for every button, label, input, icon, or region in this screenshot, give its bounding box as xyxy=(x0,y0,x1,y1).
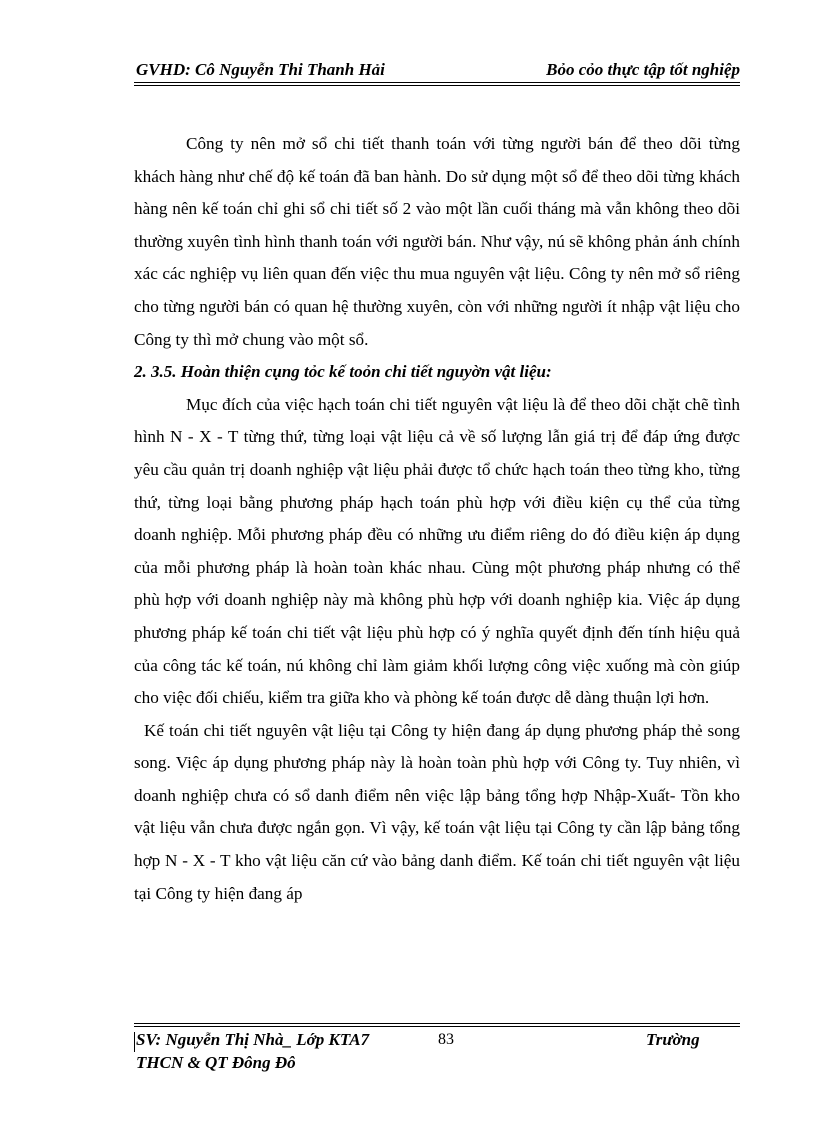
section-heading: 2. 3.5. Hoàn thiện cụng tỏc kế toỏn chi tiết nguyờn vật liệu: xyxy=(134,362,552,382)
footer-school: Trường xyxy=(646,1030,700,1049)
paragraph-1: Công ty nên mở sổ chi tiết thanh toán với từng người bán để theo dõi từng khách hàng như chế độ kế toán đã ban hành. Do sử dụng một sổ để theo dõi từng khách hàng nên kế toán chỉ ghi sổ chi tiết số 2 vào một lần cuối tháng mà vẫn không theo dõi thường xuyên tình hình thanh toán với người bán. Như vậy, nú sẽ không phản ánh chính xác các nghiệp vụ liên quan đến việc thu mua nguyên vật liệu. Công ty nên mở sổ riêng cho từng người bán có quan hệ thường xuyên, còn với những người ít nhập vật liệu cho Công ty thì mở chung vào một sổ. xyxy=(134,134,740,349)
footer-bar xyxy=(134,1032,135,1052)
document-body xyxy=(134,128,740,910)
page-number: 83 xyxy=(438,1031,454,1048)
footer-rule-thin xyxy=(134,1023,740,1024)
footer-school-name: THCN & QT Đông Đô xyxy=(136,1053,296,1072)
header-rule-thin xyxy=(134,85,740,86)
page-header xyxy=(134,58,740,82)
paragraph-2: Mục đích của việc hạch toán chi tiết nguyên vật liệu là để theo dõi chặt chẽ tình hình N - X - T từng thứ, từng loại vật liệu cả về số lượng lẫn giá trị để đáp ứng được yêu cầu quản trị doanh nghiệp vật liệu phải được tổ chức hạch toán theo từng kho, từng thứ, từng loại bằng phương pháp hạch toán phù hợp với điều kiện cụ thể của từng doanh nghiệp. Mỗi phương pháp đều có những ưu điểm riêng do đó điều kiện áp dụng của mỗi phương pháp là hoàn toàn khác nhau. Cùng một phương pháp nhưng có thể phù hợp với doanh nghiệp này mà không phù hợp với doanh nghiệp kia. Việc áp dụng phương pháp kế toán chi tiết vật liệu phù hợp có ý nghĩa quyết định đến tính hiệu quả của công tác kế toán, nú không chỉ làm giảm khối lượng công việc xuống mà còn giúp cho việc đối chiếu, kiểm tra giữa kho và phòng kế toán được dễ dàng thuận lợi hơn. xyxy=(134,394,740,708)
header-report-title: Bỏo cỏo thực tập tốt nghiệp xyxy=(546,60,740,79)
footer-rule xyxy=(134,1026,740,1027)
page-footer xyxy=(134,1028,740,1078)
paragraph-3: Kế toán chi tiết nguyên vật liệu tại Công ty hiện đang áp dụng phương pháp thẻ song song. Việc áp dụng phương pháp này là hoàn toàn phù hợp với Công ty. Tuy nhiên, vì doanh nghiệp chưa có sổ danh điểm nên việc lập bảng tổng hợp Nhập-Xuất- Tồn kho vật liệu vẫn chưa được ngắn gọn. Vì vậy, kế toán vật liệu tại Công ty cần lập bảng tổng hợp N - X - T kho vật liệu căn cứ vào bảng danh điểm. Kế toán chi tiết nguyên vật liệu tại Công ty hiện đang áp xyxy=(134,720,740,903)
header-instructor: GVHD: Cô Nguyễn Thi Thanh Hải xyxy=(136,60,385,79)
header-rule xyxy=(134,82,740,83)
footer-student: SV: Nguyễn Thị Nhà_ Lớp KTA7 xyxy=(136,1030,370,1049)
